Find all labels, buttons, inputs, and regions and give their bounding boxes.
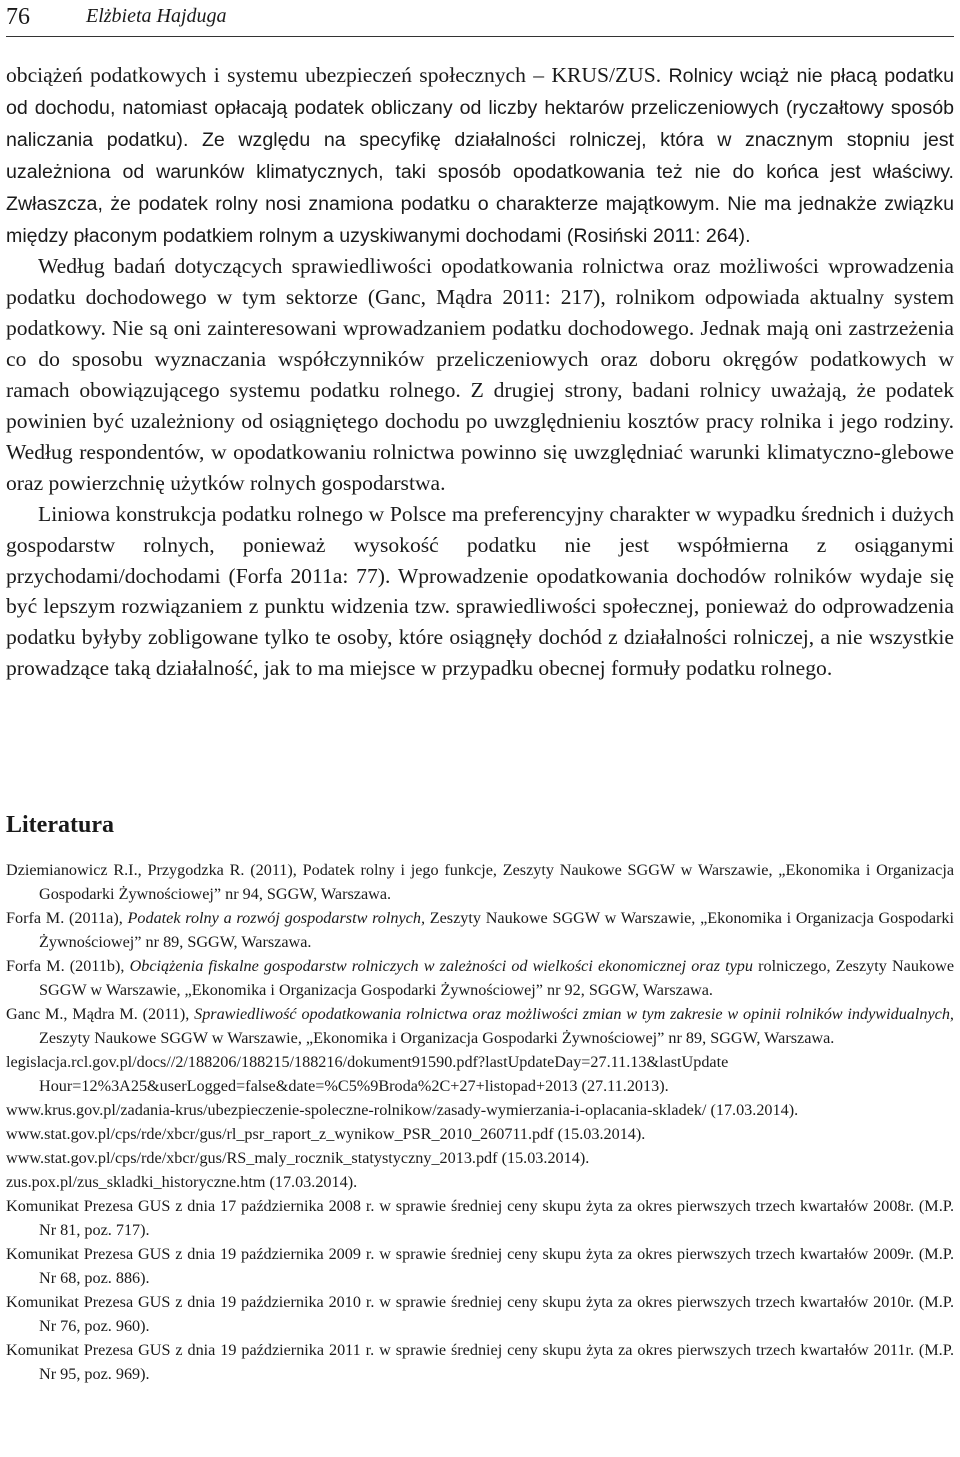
paragraph-2: Według badań dotyczących sprawiedliwości opodatkowania rolnictwa oraz możliwości wprowadzenia podatku dochodowego w tym sektorze (Ganc, Mądra 2011: 217), rolnikom odpowiada aktualny system podatkowy. Nie są oni zainteresowani wprowadzaniem podatku dochodowego. Jednak mają oni zastrzeżenia co do sposobu wyznaczania współczynników przeliczeniowych oraz doboru okręgów podatkowych w ramach obowiązującego systemu podatku rolnego. Z drugiej strony, badani rolnicy uważają, że podatek powinien być uzależniony od osiągniętego dochodu po uwzględnieniu kosztów pracy rolnika i jego rodziny. Według respondentów, w opodatkowaniu rolnictwa powinno się uwzględniać warunki klimatyczno-glebowe oraz powierzchnię użytków rolnych gospodarstwa.: [6, 254, 954, 495]
literature-heading: Literatura: [6, 812, 114, 838]
reference-item: www.krus.gov.pl/zadania-krus/ubezpieczenie-spoleczne-rolnikow/zasady-wymierzania-i-oplacania-skladek/ (17.03.2014).: [6, 1101, 799, 1119]
reference-item: Forfa M. (2011b), Obciążenia fiskalne gospodarstw rolniczych w zależności od wielkości ekonomicznej oraz typu rolniczego, Zeszyty Naukowe SGGW w Warszawie, „Ekonomika i Organizacja Gospodarki Żywnościowej” nr 92, SGGW, Warszawa.: [6, 957, 955, 999]
reference-item: legislacja.rcl.gov.pl/docs//2/188206/188215/188216/dokument91590.pdf?lastUpdateDay=27.11.13&lastUpdate Hour=12%3A25&userLogged=false&date=%C5%9Broda%2C+27+listopad+2013 (27.11.2013).: [6, 1053, 729, 1095]
reference-item: Komunikat Prezesa GUS z dnia 19 października 2009 r. w sprawie średniej ceny skupu żyta za okres pierwszych trzech kwartałów 2009r. (M.P. Nr 68, poz. 886).: [6, 1245, 954, 1287]
paragraph-1-lead: obciążeń podatkowych i systemu ubezpieczeń społecznych – KRUS/ZUS.: [6, 63, 669, 87]
page-number: 76: [6, 4, 30, 30]
paragraph-3: Liniowa konstrukcja podatku rolnego w Polsce ma preferencyjny charakter w wypadku średnich i dużych gospodarstw rolnych, ponieważ wysokość podatku nie jest współmierna z osiąganymi przychodami/dochodami (Forfa 2011a: 77). Wprowadzenie opodatkowania dochodów rolników wydaje się być lepszym rozwiązaniem z punktu widzenia tzw. sprawiedliwości społecznej, ponieważ do odprowadzenia podatku byłyby zobligowane tylko te osoby, które osiągnęły dochód z działalności rolniczej, a nie wszystkie prowadzące taką działalność, jak to ma miejsce w przypadku obecnej formuły podatku rolnego.: [6, 501, 954, 681]
running-header: [6, 0, 954, 38]
reference-item: Forfa M. (2011a), Podatek rolny a rozwój gospodarstw rolnych, Zeszyty Naukowe SGGW w Warszawie, „Ekonomika i Organizacja Gospodarki Żywnościowej” nr 89, SGGW, Warszawa.: [6, 909, 955, 951]
body-text: [6, 60, 954, 684]
reference-item: zus.pox.pl/zus_skladki_historyczne.htm (17.03.2014).: [6, 1173, 358, 1191]
reference-item: Komunikat Prezesa GUS z dnia 19 października 2011 r. w sprawie średniej ceny skupu żyta za okres pierwszych trzech kwartałów 2011r. (M.P. Nr 95, poz. 969).: [6, 1341, 954, 1383]
reference-item: Komunikat Prezesa GUS z dnia 19 października 2010 r. w sprawie średniej ceny skupu żyta za okres pierwszych trzech kwartałów 2010r. (M.P. Nr 76, poz. 960).: [6, 1293, 954, 1335]
paragraph-1: [6, 60, 954, 251]
reference-item: Komunikat Prezesa GUS z dnia 17 października 2008 r. w sprawie średniej ceny skupu żyta za okres pierwszych trzech kwartałów 2008r. (M.P. Nr 81, poz. 717).: [6, 1197, 954, 1239]
reference-item: www.stat.gov.pl/cps/rde/xbcr/gus/rl_psr_raport_z_wynikow_PSR_2010_260711.pdf (15.03.2014).: [6, 1125, 646, 1143]
reference-item: www.stat.gov.pl/cps/rde/xbcr/gus/RS_maly_rocznik_statystyczny_2013.pdf (15.03.2014).: [6, 1149, 590, 1167]
reference-item: Ganc M., Mądra M. (2011), Sprawiedliwość opodatkowania rolnictwa oraz możliwości zmian w tym zakresie w opinii rolników indywidualnych, Zeszyty Naukowe SGGW w Warszawie, „Ekonomika i Organizacja Gospodarki Żywnościowej” nr 89, SGGW, Warszawa.: [6, 1005, 954, 1047]
reference-list: [6, 858, 954, 1386]
running-header-author: Elżbieta Hajduga: [86, 5, 227, 27]
paragraph-1-rest: Rolnicy wciąż nie płacą podatku od dochodu, natomiast opłacają podatek obliczany od liczby hektarów przeliczeniowych (ryczałtowy sposób naliczania podatku). Ze względu na specyfikę działalności rolniczej, która w znacznym stopniu jest uzależniona od warunków klimatycznych, taki sposób opodatkowania też nie do końca jest właściwy. Zwłaszcza, że podatek rolny nosi znamiona podatku o charakterze majątkowym. Nie ma jednakże związku między płaconym podatkiem rolnym a uzyskiwanymi dochodami (Rosiński 2011: 264).: [6, 65, 954, 247]
reference-item: Dziemianowicz R.I., Przygodzka R. (2011), Podatek rolny i jego funkcje, Zeszyty Naukowe SGGW w Warszawie, „Ekonomika i Organizacja Gospodarki Żywnościowej” nr 94, SGGW, Warszawa.: [6, 861, 955, 903]
header-rule: [6, 36, 954, 37]
